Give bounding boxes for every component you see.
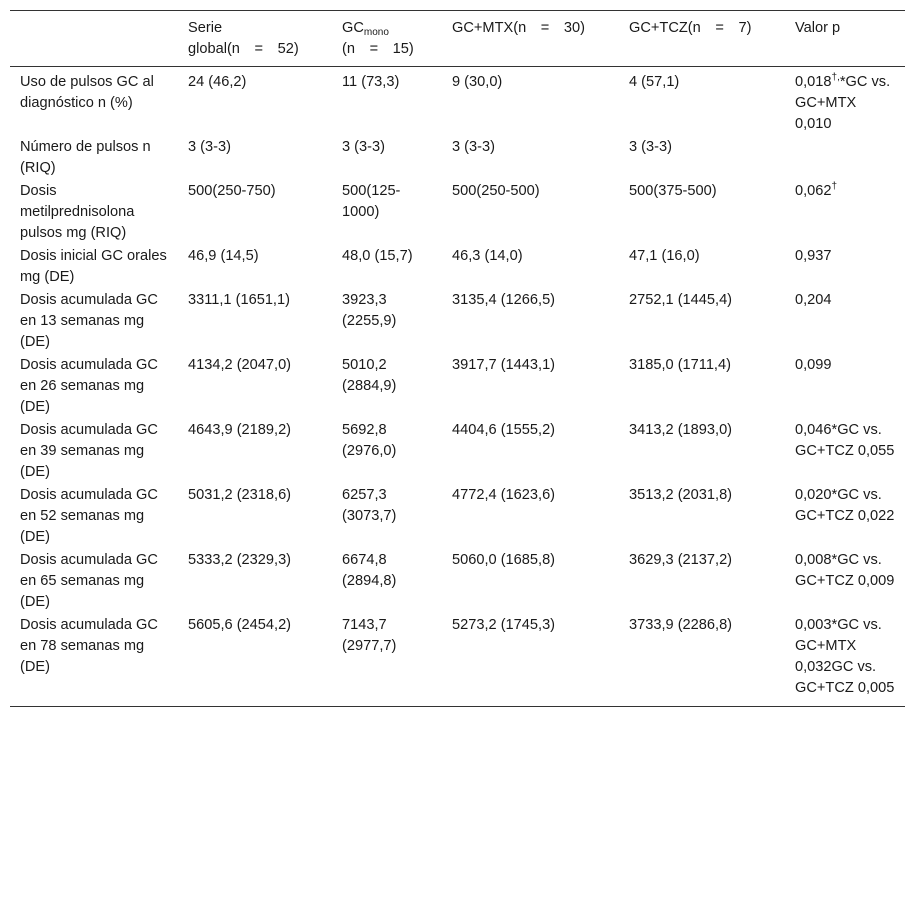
cell-global: 24 (46,2): [188, 74, 247, 90]
table-header: [10, 11, 905, 67]
header-serie-global-line2: global(n = 52): [188, 41, 299, 57]
cell-mono: 500(125-1000): [342, 183, 401, 220]
cell-mono: 5010,2 (2884,9): [342, 357, 397, 394]
row-label: Número de pulsos n (RIQ): [20, 139, 151, 176]
header-gc-mono: [332, 11, 442, 67]
cell-mtx: 500(250-500): [452, 183, 540, 199]
row-label: Dosis acumulada GC en 26 semanas mg (DE): [20, 357, 158, 415]
p-footnote-mark: †: [831, 181, 838, 192]
header-serie-global: [178, 11, 332, 67]
cell-global: 5333,2 (2329,3): [188, 552, 292, 568]
p-comparison: *GC vs. GC+MTX 0,010: [795, 74, 891, 132]
header-gc-mono-line1: [342, 18, 432, 39]
cell-tcz: 47,1 (16,0): [629, 248, 700, 264]
cell-mono: 3923,3 (2255,9): [342, 292, 397, 329]
table-row: [10, 180, 905, 245]
data-table: [10, 10, 905, 707]
cell-p: 0,008*GC vs. GC+TCZ 0,009: [795, 552, 895, 589]
cell-global: 4643,9 (2189,2): [188, 422, 292, 438]
cell-mono: 6257,3 (3073,7): [342, 487, 397, 524]
cell-p: 0,937: [795, 248, 832, 264]
header-serie-global-line1: Serie: [188, 20, 223, 36]
cell-tcz: 3733,9 (2286,8): [629, 617, 733, 633]
cell-mtx: 3917,7 (1443,1): [452, 357, 556, 373]
header-gc-tcz: GC+TCZ(n = 7): [629, 20, 752, 36]
table-row: [10, 419, 905, 484]
header-row: [10, 11, 905, 67]
cell-p: [785, 136, 905, 180]
row-label: Dosis acumulada GC en 13 semanas mg (DE): [20, 292, 158, 350]
cell-mono: 48,0 (15,7): [342, 248, 413, 264]
table-row: [10, 67, 905, 137]
table-body: [10, 67, 905, 707]
cell-p: 0,099: [795, 357, 832, 373]
cell-tcz: 3513,2 (2031,8): [629, 487, 733, 503]
cell-tcz: 3413,2 (1893,0): [629, 422, 733, 438]
cell-mtx: 46,3 (14,0): [452, 248, 523, 264]
cell-mono: 6674,8 (2894,8): [342, 552, 397, 589]
row-label: Uso de pulsos GC al diagnóstico n (%): [20, 74, 154, 111]
cell-tcz: 500(375-500): [629, 183, 717, 199]
cell-tcz: 3629,3 (2137,2): [629, 552, 733, 568]
table-row: [10, 136, 905, 180]
cell-global: 5605,6 (2454,2): [188, 617, 292, 633]
cell-mono: 3 (3-3): [342, 139, 385, 155]
table-row: [10, 614, 905, 707]
cell-p: 0,204: [795, 292, 832, 308]
table-row: [10, 289, 905, 354]
cell-mtx: 5273,2 (1745,3): [452, 617, 556, 633]
cell-tcz: 3 (3-3): [629, 139, 672, 155]
header-empty: [10, 11, 178, 67]
p-value: 0,018: [795, 74, 832, 90]
p-value: 0,062: [795, 183, 832, 199]
header-gc-mtx: GC+MTX(n = 30): [452, 20, 585, 36]
cell-p: [785, 67, 905, 137]
cell-p: 0,046*GC vs. GC+TCZ 0,055: [795, 422, 895, 459]
table-row: [10, 484, 905, 549]
header-gc-mono-subscript: mono: [363, 27, 389, 38]
cell-tcz: 4 (57,1): [629, 74, 680, 90]
table-row: [10, 549, 905, 614]
row-label: Dosis acumulada GC en 78 semanas mg (DE): [20, 617, 158, 675]
cell-global: 3311,1 (1651,1): [188, 292, 290, 308]
cell-mtx: 4772,4 (1623,6): [452, 487, 556, 503]
cell-global: 500(250-750): [188, 183, 276, 199]
cell-p: 0,020*GC vs. GC+TCZ 0,022: [795, 487, 895, 524]
cell-p: [785, 180, 905, 245]
cell-mtx: 3135,4 (1266,5): [452, 292, 556, 308]
cell-mtx: 5060,0 (1685,8): [452, 552, 556, 568]
cell-mtx: 9 (30,0): [452, 74, 503, 90]
cell-p: 0,003*GC vs. GC+MTX 0,032GC vs. GC+TCZ 0,005: [795, 617, 895, 696]
cell-mono: 11 (73,3): [342, 74, 400, 90]
table-row: [10, 245, 905, 289]
cell-global: 5031,2 (2318,6): [188, 487, 292, 503]
row-label: Dosis acumulada GC en 39 semanas mg (DE): [20, 422, 158, 480]
cell-mono: 7143,7 (2977,7): [342, 617, 397, 654]
cell-mono: 5692,8 (2976,0): [342, 422, 397, 459]
table-row: [10, 354, 905, 419]
header-gc-mono-line2: (n = 15): [342, 41, 414, 57]
cell-tcz: 2752,1 (1445,4): [629, 292, 733, 308]
row-label: Dosis inicial GC orales mg (DE): [20, 248, 167, 285]
header-valor-p: Valor p: [795, 20, 841, 36]
cell-tcz: 3185,0 (1711,4): [629, 357, 731, 373]
cell-mtx: 3 (3-3): [452, 139, 495, 155]
cell-global: 3 (3-3): [188, 139, 231, 155]
table-container: [10, 10, 905, 707]
row-label: Dosis acumulada GC en 52 semanas mg (DE): [20, 487, 158, 545]
p-footnote-mark: †,: [831, 72, 840, 83]
cell-global: 46,9 (14,5): [188, 248, 259, 264]
cell-mtx: 4404,6 (1555,2): [452, 422, 556, 438]
row-label: Dosis acumulada GC en 65 semanas mg (DE): [20, 552, 158, 610]
row-label: Dosis metilprednisolona pulsos mg (RIQ): [20, 183, 135, 241]
header-gc-mono-main: GC: [342, 20, 364, 36]
cell-global: 4134,2 (2047,0): [188, 357, 292, 373]
